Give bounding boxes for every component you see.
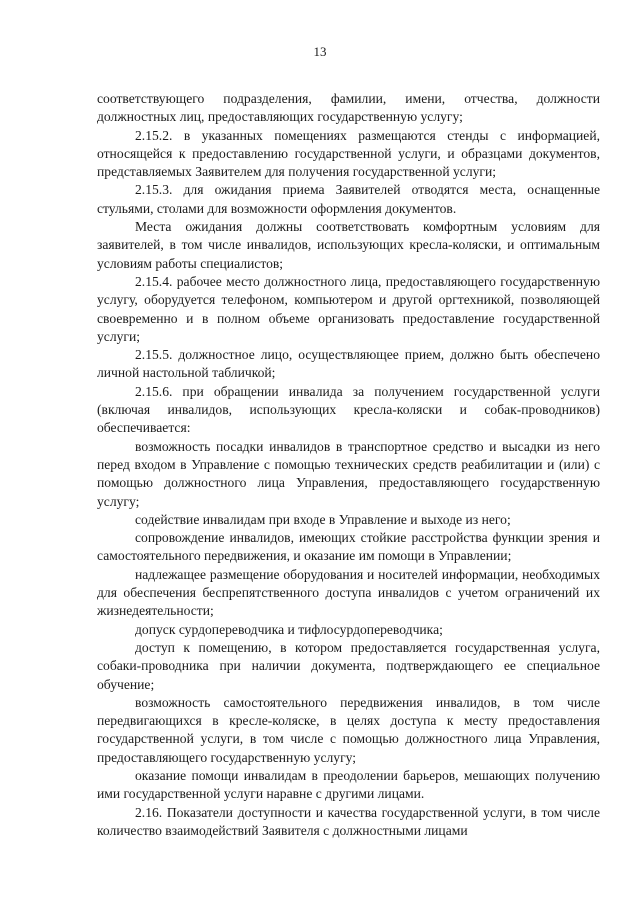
- list-item-barrier-assistance: оказание помощи инвалидам в преодолении барьеров, мешающих получению ими государственной услуги наравне с другими лицами.: [97, 767, 600, 802]
- paragraph-2-15-4: 2.15.4. рабочее место должностного лица, предоставляющего государственную услугу, оборудуется телефоном, компьютером и другой оргтехникой, позволяющей своевременно и в полном объеме организовать предоставление государственной услуги;: [97, 273, 600, 344]
- list-item-equipment-placement: надлежащее размещение оборудования и носителей информации, необходимых для обеспечения беспрепятственного доступа инвалидов с учетом ограничений их жизнедеятельности;: [97, 566, 600, 619]
- list-item-entry-assistance: содействие инвалидам при входе в Управление и выходе из него;: [135, 511, 511, 527]
- list-item-independent-movement: возможность самостоятельного передвижения инвалидов, в том числе передвигающихся в кресле-коляске, в целях доступа к месту предоставления государственной услуги, в том числе с помощью должностного лица Управления, предоставляющего государственную услугу;: [97, 694, 600, 765]
- list-item-interpreter-access: допуск сурдопереводчика и тифлосурдопереводчика;: [135, 621, 443, 637]
- paragraph-continuation: соответствующего подразделения, фамилии, имени, отчества, должности должностных лиц, предоставляющих государственную услугу;: [97, 91, 600, 125]
- paragraph-2-15-3: 2.15.3. для ожидания приема Заявителей отводятся места, оснащенные стульями, столами для возможности оформления документов.: [97, 182, 600, 216]
- paragraph-waiting-places: Места ожидания должны соответствовать комфортным условиям для заявителей, в том числе инвалидов, использующих кресла-коляски, и оптимальным условиям работы специалистов;: [97, 219, 600, 271]
- paragraph-2-15-6: 2.15.6. при обращении инвалида за получением государственной услуги (включая инвалидов, использующих кресла-коляски и собак-проводников) обеспечивается:: [97, 383, 600, 436]
- page-number: 13: [313, 44, 327, 59]
- document-body: [97, 90, 600, 840]
- paragraph-2-16: 2.16. Показатели доступности и качества государственной услуги, в том числе количество взаимодействий Заявителя с должностными лицами: [97, 804, 600, 838]
- paragraph-2-15-5: 2.15.5. должностное лицо, осуществляющее прием, должно быть обеспечено личной настольной табличкой;: [97, 347, 600, 381]
- list-item-accompaniment: сопровождение инвалидов, имеющих стойкие расстройства функции зрения и самостоятельного передвижения, и оказание им помощи в Управлении;: [97, 530, 600, 564]
- list-item-guide-dog-access: доступ к помещению, в котором предоставляется государственная услуга, собаки-проводника при наличии документа, подтверждающего ее специальное обучение;: [97, 639, 600, 692]
- list-item-transport: возможность посадки инвалидов в транспортное средство и высадки из него перед входом в Управление с помощью технических средств реабилитации и (или) с помощью должностного лица Управления, предоставляющего государственную услугу;: [97, 438, 600, 509]
- paragraph-2-15-2: 2.15.2. в указанных помещениях размещаются стенды с информацией, относящейся к предоставлению государственной услуги, и образцами документов, представляемых Заявителем для получения государственной услуги;: [97, 127, 600, 180]
